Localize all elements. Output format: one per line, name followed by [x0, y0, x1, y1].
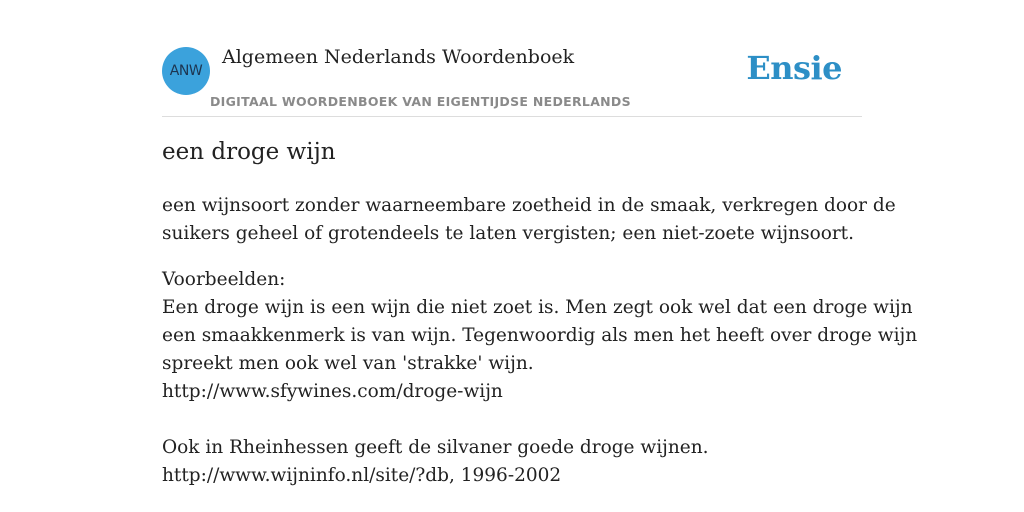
examples-section: [162, 266, 918, 490]
definition-line: suikers geheel of grotendeels te laten vergisten; een niet-zoete wijnsoort.: [162, 223, 854, 244]
entry-title: een droge wijn: [162, 139, 336, 165]
site-title[interactable]: Algemeen Nederlands Woordenboek: [222, 46, 575, 68]
site-header: [162, 40, 862, 117]
example-1-source: http://www.sfywines.com/droge-wijn: [162, 381, 503, 402]
examples-label: Voorbeelden:: [162, 269, 286, 290]
example-1-line: spreekt men ook wel van 'strakke' wijn.: [162, 353, 534, 374]
example-1-line: een smaakkenmerk is van wijn. Tegenwoordig als men het heeft over droge wijn: [162, 325, 918, 346]
entry-definition: [162, 192, 896, 248]
example-2-text: Ook in Rheinhessen geeft de silvaner goede droge wijnen.: [162, 437, 709, 458]
example-2-source: http://www.wijninfo.nl/site/?db, 1996-2002: [162, 465, 562, 486]
anw-logo-icon[interactable]: ANW: [162, 47, 210, 95]
site-subtitle: DIGITAAL WOORDENBOEK VAN EIGENTIJDSE NEDERLANDS: [210, 94, 631, 109]
example-1-line: Een droge wijn is een wijn die niet zoet is. Men zegt ook wel dat een droge wijn: [162, 297, 913, 318]
ensie-brand-logo[interactable]: Ensie: [746, 49, 842, 87]
definition-line: een wijnsoort zonder waarneembare zoetheid in de smaak, verkregen door de: [162, 195, 896, 216]
example-spacer: [162, 406, 862, 434]
